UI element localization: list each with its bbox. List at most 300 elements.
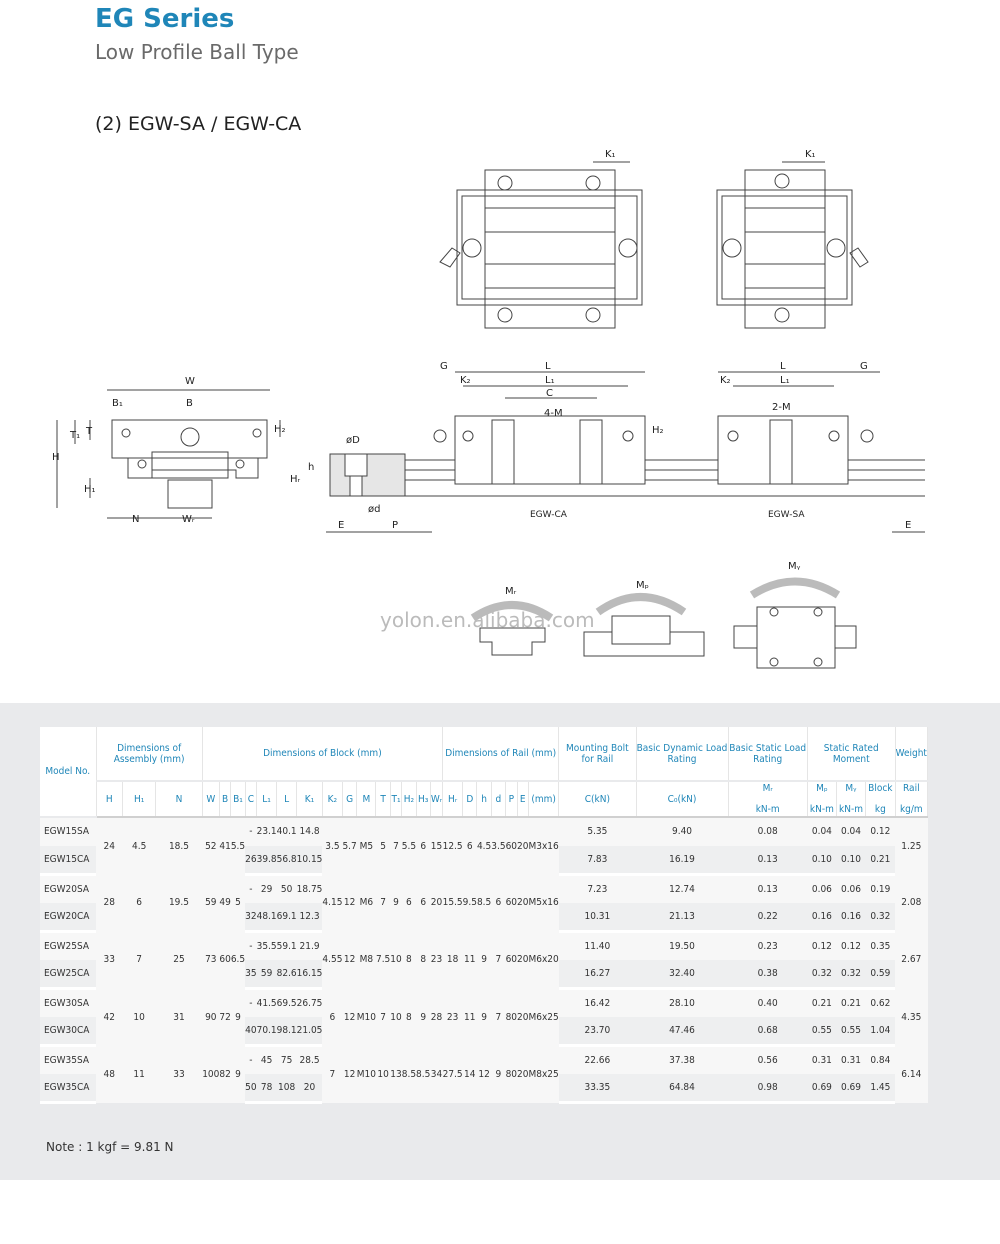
sub-header-label: Mᵧ — [845, 783, 857, 794]
table-cell: 82.6 — [277, 960, 297, 989]
dim-e-left: E — [338, 520, 345, 531]
table-cell: 21.13 — [636, 903, 728, 932]
table-cell: 80 — [506, 1046, 517, 1103]
table-cell: 20 — [430, 874, 442, 931]
table-cell: - — [245, 1046, 256, 1075]
spec-table — [40, 727, 928, 1104]
table-cell: 5.7 — [342, 817, 356, 874]
table-cell: 0.12 — [807, 931, 836, 960]
table-cell: 0.16 — [836, 903, 865, 932]
table-cell: 26 — [245, 846, 256, 875]
table-cell: 23.1 — [257, 817, 277, 846]
table-cell: 52 — [202, 817, 219, 874]
table-cell: 42 — [96, 989, 123, 1046]
table-cell: 11 — [463, 931, 477, 988]
table-cell: 6 — [416, 817, 430, 874]
table-cell: 6 — [402, 874, 416, 931]
label-my: Mᵧ — [788, 561, 801, 572]
table-cell: 11.40 — [559, 931, 636, 960]
moment-my-diagram — [734, 582, 856, 669]
table-cell: 0.16 — [807, 903, 836, 932]
table-cell: 12 — [477, 1046, 491, 1103]
sub-header-label: C — [247, 793, 255, 805]
table-cell: - — [245, 989, 256, 1018]
table-cell: 37.38 — [636, 1046, 728, 1075]
table-cell: 3.5 — [491, 817, 505, 874]
sub-header-cell — [245, 781, 256, 817]
dim-p: P — [392, 520, 399, 531]
table-cell: 5.5 — [231, 817, 245, 874]
table-cell: 23 — [430, 931, 442, 988]
table-cell: - — [245, 817, 256, 846]
table-cell: 50 — [245, 1074, 256, 1103]
watermark: yolon.en.alibaba.com — [380, 608, 595, 632]
table-cell: 0.55 — [836, 1017, 865, 1046]
col-bolt: Mounting Bolt for Rail — [559, 727, 636, 781]
table-cell: 6 — [491, 874, 505, 931]
moment-mp-diagram — [584, 597, 704, 656]
table-cell: 40 — [245, 1017, 256, 1046]
table-cell: 6 — [123, 874, 156, 931]
table-cell: 0.21 — [836, 989, 865, 1018]
table-cell: 34 — [430, 1046, 442, 1103]
model-cell: EGW15CA — [40, 846, 96, 875]
table-cell: M3x16 — [528, 817, 558, 874]
col-dynamic: Basic Dynamic Load Rating — [636, 727, 728, 781]
table-cell: 5.35 — [559, 817, 636, 846]
table-cell: 59 — [257, 960, 277, 989]
dim-b: B — [186, 398, 193, 409]
table-cell: M10 — [357, 1046, 376, 1103]
sub-header-label: L — [284, 793, 290, 805]
table-cell: 6 — [463, 817, 477, 874]
dim-t1: T₁ — [70, 430, 81, 441]
table-cell: 16.15 — [297, 960, 323, 989]
table-cell: 0.69 — [836, 1074, 865, 1103]
sub-header-label: D — [466, 793, 474, 805]
note: Note : 1 kgf = 9.81 N — [46, 1140, 174, 1154]
sub-header-label: B — [222, 793, 229, 805]
table-cell: 0.04 — [836, 817, 865, 846]
table-cell: 16.42 — [559, 989, 636, 1018]
dim-c: C — [546, 388, 553, 399]
table-cell: 0.10 — [807, 846, 836, 875]
table-cell: 33.35 — [559, 1074, 636, 1103]
table-cell: 8.5 — [416, 1046, 430, 1103]
table-cell: 10 — [376, 1046, 390, 1103]
col-weight: Weight — [895, 727, 927, 781]
table-cell: - — [245, 931, 256, 960]
table-cell: 0.32 — [836, 960, 865, 989]
model-cell: EGW20CA — [40, 903, 96, 932]
sub-header-label: Mₚ — [816, 783, 828, 794]
table-cell: 7.83 — [559, 846, 636, 875]
table-cell: 10.15 — [297, 846, 323, 875]
model-cell: EGW30SA — [40, 989, 96, 1018]
sub-header-cell — [297, 781, 323, 817]
sub-header-cell — [357, 781, 376, 817]
table-cell: 78 — [257, 1074, 277, 1103]
sub-header-label: M — [362, 793, 371, 805]
col-static: Basic Static Load Rating — [728, 727, 807, 781]
table-row — [40, 1046, 928, 1075]
table-cell: 0.31 — [807, 1046, 836, 1075]
table-cell: 7 — [390, 817, 401, 874]
dim-l-right: L — [780, 361, 786, 372]
table-cell: 2.08 — [895, 874, 927, 931]
dim-h: H — [52, 452, 60, 463]
section-title: (2) EGW-SA / EGW-CA — [95, 113, 302, 135]
sub-header-label: C(kN) — [584, 793, 610, 805]
table-cell: 70.1 — [257, 1017, 277, 1046]
table-cell: 0.69 — [807, 1074, 836, 1103]
sub-header-cell — [231, 781, 245, 817]
table-cell: 4.55 — [322, 931, 342, 988]
table-cell: 5 — [376, 817, 390, 874]
table-cell: 13 — [390, 1046, 401, 1103]
table-cell: 8 — [416, 931, 430, 988]
dim-2m: 2-M — [772, 402, 791, 413]
sub-header-cell — [96, 781, 123, 817]
sub-header-label: E — [519, 793, 526, 805]
sub-header-cell — [866, 781, 896, 817]
sub-header-cell — [528, 781, 558, 817]
sub-header-label: C₀(kN) — [667, 793, 697, 805]
table-cell: 0.06 — [807, 874, 836, 903]
table-cell: 0.32 — [866, 903, 896, 932]
table-cell: 12.5 — [443, 817, 463, 874]
table-cell: 2.67 — [895, 931, 927, 988]
table-cell: 21.9 — [297, 931, 323, 960]
table-cell: 20 — [517, 817, 528, 874]
table-cell: 31 — [156, 989, 202, 1046]
table-cell: 60 — [506, 817, 517, 874]
label-mp: Mₚ — [636, 580, 649, 591]
sub-header-label: Mᵣ — [762, 783, 773, 794]
table-cell: 0.35 — [866, 931, 896, 960]
dim-h-small: h — [308, 462, 315, 473]
sub-header-label: H₂ — [403, 793, 415, 805]
table-cell: M5 — [357, 817, 376, 874]
table-row — [40, 817, 928, 846]
table-cell: 15 — [430, 817, 442, 874]
table-cell: 60 — [506, 874, 517, 931]
label-egw-sa: EGW-SA — [768, 510, 805, 520]
table-cell: 26.75 — [297, 989, 323, 1018]
table-cell: 82 — [219, 1046, 230, 1103]
sub-header-cell — [636, 781, 728, 817]
table-cell: 7 — [376, 874, 390, 931]
model-cell: EGW25CA — [40, 960, 96, 989]
table-cell: 0.12 — [866, 817, 896, 846]
table-cell: 10.31 — [559, 903, 636, 932]
dim-od: øD — [346, 435, 360, 446]
sub-header-cell — [430, 781, 442, 817]
table-cell: 0.55 — [807, 1017, 836, 1046]
table-cell: 69.5 — [277, 989, 297, 1018]
table-row — [40, 931, 928, 960]
table-cell: 9 — [416, 989, 430, 1046]
table-cell: M10 — [357, 989, 376, 1046]
table-cell: 27.5 — [443, 1046, 463, 1103]
dim-h2-side: H₂ — [652, 425, 664, 436]
sub-header-cell — [463, 781, 477, 817]
model-cell: EGW35SA — [40, 1046, 96, 1075]
sub-header-unit: kN-m — [809, 804, 834, 815]
table-cell: M6x25 — [528, 989, 558, 1046]
table-cell: M8x25 — [528, 1046, 558, 1103]
table-cell: 0.22 — [728, 903, 807, 932]
table-cell: 0.21 — [807, 989, 836, 1018]
table-cell: 9 — [491, 1046, 505, 1103]
table-cell: 4.35 — [895, 989, 927, 1046]
table-cell: 0.08 — [728, 817, 807, 846]
table-cell: 59.1 — [277, 931, 297, 960]
sub-header-cell — [559, 781, 636, 817]
table-cell: 73 — [202, 931, 219, 988]
col-block: Dimensions of Block (mm) — [202, 727, 442, 781]
table-cell: 8.5 — [477, 874, 491, 931]
table-cell: 56.8 — [277, 846, 297, 875]
table-cell: 60 — [506, 931, 517, 988]
table-cell: 35 — [245, 960, 256, 989]
table-cell: 49 — [219, 874, 230, 931]
dim-l1-right: L₁ — [780, 375, 790, 386]
sub-header-label: h — [481, 793, 487, 805]
label-mr: Mᵣ — [505, 586, 517, 597]
sub-header-label: K₁ — [304, 793, 315, 805]
sub-header-cell — [123, 781, 156, 817]
table-cell: 40.1 — [277, 817, 297, 846]
dim-h1: H₁ — [84, 484, 96, 495]
table-cell: 28 — [430, 989, 442, 1046]
technical-drawing — [0, 130, 1000, 690]
sub-header-label: H — [105, 793, 113, 805]
dim-od-small: ød — [368, 504, 381, 515]
table-cell: 35.5 — [257, 931, 277, 960]
table-cell: 59 — [202, 874, 219, 931]
table-cell: 14 — [463, 1046, 477, 1103]
table-cell: 9.5 — [463, 874, 477, 931]
sub-header-cell — [836, 781, 865, 817]
dim-hr: Hᵣ — [290, 474, 301, 485]
table-cell: 80 — [506, 989, 517, 1046]
table-cell: 28.10 — [636, 989, 728, 1018]
table-cell: 60 — [219, 931, 230, 988]
col-assembly: Dimensions of Assembly (mm) — [96, 727, 202, 781]
table-cell: 23.70 — [559, 1017, 636, 1046]
sub-header-unit: kN-m — [755, 804, 780, 815]
table-cell: M5x16 — [528, 874, 558, 931]
sub-header-cell — [416, 781, 430, 817]
table-cell: 1.04 — [866, 1017, 896, 1046]
sub-header-label: Rail — [903, 783, 920, 794]
table-cell: 0.04 — [807, 817, 836, 846]
table-cell: 48 — [96, 1046, 123, 1103]
sub-header-cell — [402, 781, 416, 817]
table-cell: 39.8 — [257, 846, 277, 875]
side-view — [326, 372, 925, 532]
sub-header-cell — [506, 781, 517, 817]
table-cell: 11 — [123, 1046, 156, 1103]
sub-header-label: N — [175, 793, 183, 805]
dim-k2-left: K₂ — [460, 375, 471, 386]
table-cell: 12.3 — [297, 903, 323, 932]
model-cell: EGW15SA — [40, 817, 96, 846]
dim-g-left: G — [440, 361, 448, 372]
dim-wr: Wᵣ — [182, 514, 195, 525]
table-cell: 0.21 — [866, 846, 896, 875]
table-cell: 32.40 — [636, 960, 728, 989]
table-cell: 18.5 — [156, 817, 202, 874]
table-cell: 18 — [443, 931, 463, 988]
sub-header-label: d — [495, 793, 502, 805]
sub-header-label: T — [380, 793, 386, 805]
table-cell: 0.68 — [728, 1017, 807, 1046]
spec-body — [40, 817, 928, 1103]
table-cell: 8.5 — [402, 1046, 416, 1103]
table-cell: 0.32 — [807, 960, 836, 989]
table-cell: 10 — [123, 989, 156, 1046]
table-cell: 20 — [517, 874, 528, 931]
dim-e-right: E — [905, 520, 912, 531]
table-row — [40, 989, 928, 1018]
table-cell: 12 — [342, 874, 356, 931]
sub-header-label: K₂ — [327, 793, 338, 805]
col-rail: Dimensions of Rail (mm) — [443, 727, 559, 781]
table-cell: 14.8 — [297, 817, 323, 846]
model-cell: EGW25SA — [40, 931, 96, 960]
top-view-sa — [717, 162, 868, 328]
sub-header-label: H₃ — [418, 793, 429, 805]
col-model: Model No. — [40, 727, 96, 817]
sub-header-label: Block — [868, 783, 893, 794]
table-cell: 0.31 — [836, 1046, 865, 1075]
dim-t: T — [86, 426, 93, 437]
table-cell: 9 — [390, 874, 401, 931]
col-moment: Static Rated Moment — [807, 727, 895, 781]
table-cell: 4.5 — [123, 817, 156, 874]
table-cell: 41.5 — [257, 989, 277, 1018]
table-cell: 64.84 — [636, 1074, 728, 1103]
sub-header-cell — [477, 781, 491, 817]
table-cell: 7.23 — [559, 874, 636, 903]
sub-header-label: W — [206, 793, 216, 805]
model-cell: EGW35CA — [40, 1074, 96, 1103]
table-cell: M6x20 — [528, 931, 558, 988]
sub-header-label: B₁ — [233, 793, 243, 805]
table-cell: 0.56 — [728, 1046, 807, 1075]
table-cell: 7 — [322, 1046, 342, 1103]
sub-header-label: Wᵣ — [430, 793, 443, 805]
table-cell: 9 — [477, 989, 491, 1046]
sub-header-label: H₁ — [133, 793, 145, 805]
dim-h2-end: H₂ — [274, 424, 286, 435]
table-cell: 0.62 — [866, 989, 896, 1018]
dim-k1-ca: K₁ — [605, 149, 616, 160]
table-cell: 7 — [376, 989, 390, 1046]
table-cell: 0.13 — [728, 874, 807, 903]
table-cell: 0.23 — [728, 931, 807, 960]
label-egw-ca: EGW-CA — [530, 510, 567, 520]
end-view — [57, 390, 280, 518]
table-cell: 5 — [231, 874, 245, 931]
sub-header-cell — [443, 781, 463, 817]
table-cell: 29 — [257, 874, 277, 903]
sub-header-cell — [156, 781, 202, 817]
table-cell: 19.50 — [636, 931, 728, 960]
table-cell: 1.45 — [866, 1074, 896, 1103]
sub-header-cell — [202, 781, 219, 817]
series-subtitle: Low Profile Ball Type — [95, 40, 299, 64]
sub-header-cell — [491, 781, 505, 817]
table-cell: 9 — [231, 1046, 245, 1103]
table-row — [40, 874, 928, 903]
table-cell: 9 — [477, 931, 491, 988]
table-cell: 20 — [517, 989, 528, 1046]
model-cell: EGW20SA — [40, 874, 96, 903]
sub-header-unit: kg — [874, 804, 886, 815]
table-cell: 0.38 — [728, 960, 807, 989]
sub-header-row — [40, 781, 928, 817]
table-cell: 4.15 — [322, 874, 342, 931]
table-cell: 47.46 — [636, 1017, 728, 1046]
table-cell: 69.1 — [277, 903, 297, 932]
sub-header-cell — [219, 781, 230, 817]
table-cell: 16.19 — [636, 846, 728, 875]
model-cell: EGW30CA — [40, 1017, 96, 1046]
sub-header-cell — [277, 781, 297, 817]
sub-header-cell — [728, 781, 807, 817]
dim-k2-right: K₂ — [720, 375, 731, 386]
table-cell: 108 — [277, 1074, 297, 1103]
table-cell: 1.25 — [895, 817, 927, 874]
table-cell: 100 — [202, 1046, 219, 1103]
table-cell: 8 — [402, 989, 416, 1046]
sub-header-label: (mm) — [531, 793, 556, 805]
table-cell: 33 — [156, 1046, 202, 1103]
table-cell: 90 — [202, 989, 219, 1046]
table-cell: 20 — [517, 1046, 528, 1103]
sub-header-label: T₁ — [391, 793, 401, 805]
sub-header-unit: kN-m — [839, 804, 863, 815]
table-cell: 75 — [277, 1046, 297, 1075]
top-view-ca — [440, 162, 642, 328]
table-cell: 7 — [123, 931, 156, 988]
table-cell: 7 — [491, 989, 505, 1046]
table-cell: 0.40 — [728, 989, 807, 1018]
table-cell: 11 — [463, 989, 477, 1046]
dim-l-left: L — [545, 361, 551, 372]
table-cell: 0.10 — [836, 846, 865, 875]
dim-4m: 4-M — [544, 408, 563, 419]
table-cell: 9.40 — [636, 817, 728, 846]
table-cell: 12 — [342, 931, 356, 988]
table-cell: 9 — [231, 989, 245, 1046]
sub-header-cell — [390, 781, 401, 817]
table-cell: M6 — [357, 874, 376, 931]
dim-l1-left: L₁ — [545, 375, 555, 386]
table-cell: 0.12 — [836, 931, 865, 960]
table-cell: 7 — [491, 931, 505, 988]
table-cell: 22.66 — [559, 1046, 636, 1075]
table-cell: 19.5 — [156, 874, 202, 931]
table-cell: 6 — [416, 874, 430, 931]
sub-header-cell — [342, 781, 356, 817]
table-cell: 20 — [517, 931, 528, 988]
table-cell: 15.5 — [443, 874, 463, 931]
table-cell: 28.5 — [297, 1046, 323, 1075]
